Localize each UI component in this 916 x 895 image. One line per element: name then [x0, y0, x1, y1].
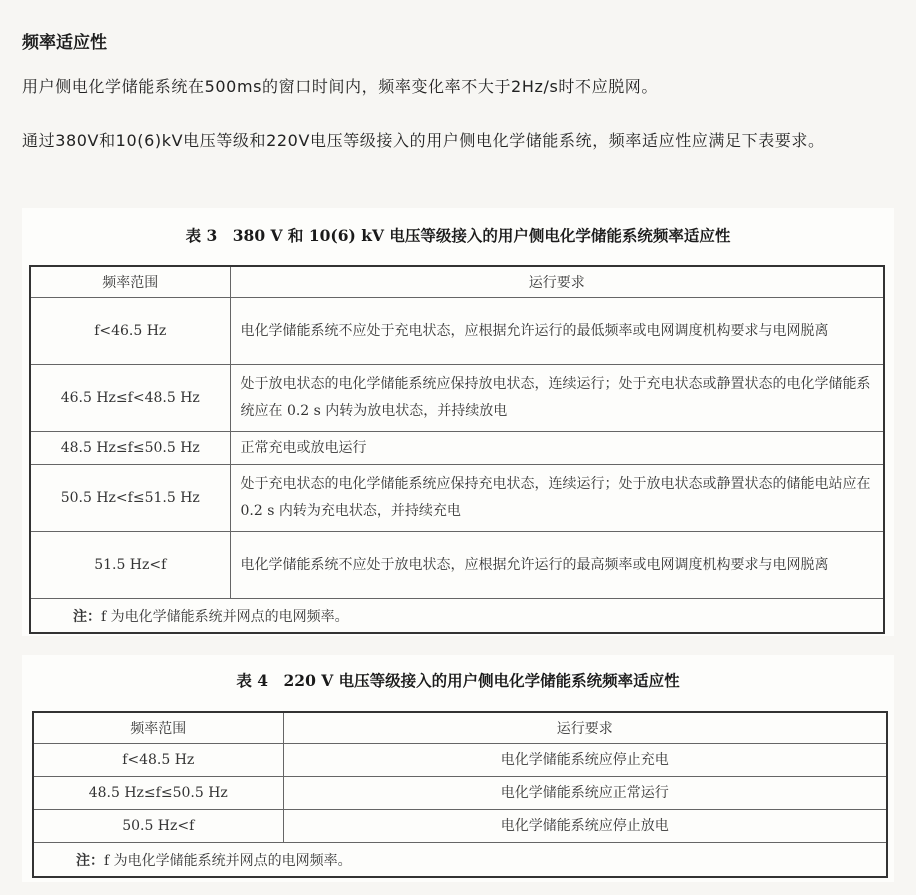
table-row	[30, 365, 884, 432]
table-4-image	[22, 655, 894, 882]
section-heading: 频率适应性	[22, 33, 107, 53]
table-3-image	[22, 208, 894, 636]
requirement-cell: 电化学储能系统不应处于充电状态，应根据允许运行的最低频率或电网调度机构要求与电网脱离	[230, 298, 884, 365]
frequency-range-cell: 50.5 Hz<f	[33, 810, 283, 843]
table-4	[32, 711, 888, 878]
table-row	[30, 298, 884, 365]
table-row	[30, 432, 884, 465]
header-frequency-range: 频率范围	[33, 712, 283, 744]
frequency-range-cell: 51.5 Hz<f	[30, 532, 230, 599]
frequency-range-cell: 46.5 Hz≤f<48.5 Hz	[30, 365, 230, 432]
table-row	[30, 465, 884, 532]
requirement-cell: 电化学储能系统应停止放电	[283, 810, 887, 843]
frequency-range-cell: 48.5 Hz≤f≤50.5 Hz	[33, 777, 283, 810]
requirement-cell: 电化学储能系统应正常运行	[283, 777, 887, 810]
note-text: f 为电化学储能系统并网点的电网频率。	[101, 608, 349, 625]
table-row	[33, 744, 887, 777]
requirement-cell: 处于放电状态的电化学储能系统应保持放电状态，连续运行；处于充电状态或静置状态的电化学储能系统应在 0.2 s 内转为放电状态，并持续放电	[230, 365, 884, 432]
table-3-caption: 表 3 380 V 和 10(6) kV 电压等级接入的用户侧电化学储能系统频率适应性	[185, 226, 731, 245]
table-4-caption: 表 4 220 V 电压等级接入的用户侧电化学储能系统频率适应性	[236, 671, 680, 690]
requirement-cell: 正常充电或放电运行	[230, 432, 884, 465]
frequency-range-cell: f<46.5 Hz	[30, 298, 230, 365]
table-note	[33, 843, 887, 878]
header-operation-requirement: 运行要求	[283, 712, 887, 744]
paragraph-2: 通过380V和10(6)kV电压等级和220V电压等级接入的用户侧电化学储能系统，频率适应性应满足下表要求。	[22, 131, 825, 150]
requirement-cell: 处于充电状态的电化学储能系统应保持充电状态，连续运行；处于放电状态或静置状态的储能电站应在 0.2 s 内转为充电状态，并持续充电	[230, 465, 884, 532]
note-text: f 为电化学储能系统并网点的电网频率。	[104, 852, 352, 869]
table-header-row	[30, 266, 884, 298]
header-operation-requirement: 运行要求	[230, 266, 884, 298]
table-row	[33, 810, 887, 843]
note-label: 注：	[73, 608, 101, 625]
table-row	[33, 777, 887, 810]
frequency-range-cell: 50.5 Hz<f≤51.5 Hz	[30, 465, 230, 532]
requirement-cell: 电化学储能系统应停止充电	[283, 744, 887, 777]
note-label: 注：	[76, 852, 104, 869]
table-row	[30, 532, 884, 599]
table-header-row	[33, 712, 887, 744]
table-3	[29, 265, 885, 634]
table-note-row	[33, 843, 887, 878]
frequency-range-cell: 48.5 Hz≤f≤50.5 Hz	[30, 432, 230, 465]
table-note	[30, 599, 884, 634]
frequency-range-cell: f<48.5 Hz	[33, 744, 283, 777]
table-note-row	[30, 599, 884, 634]
paragraph-1: 用户侧电化学储能系统在500ms的窗口时间内，频率变化率不大于2Hz/s时不应脱网。	[22, 77, 658, 96]
header-frequency-range: 频率范围	[30, 266, 230, 298]
requirement-cell: 电化学储能系统不应处于放电状态，应根据允许运行的最高频率或电网调度机构要求与电网脱离	[230, 532, 884, 599]
